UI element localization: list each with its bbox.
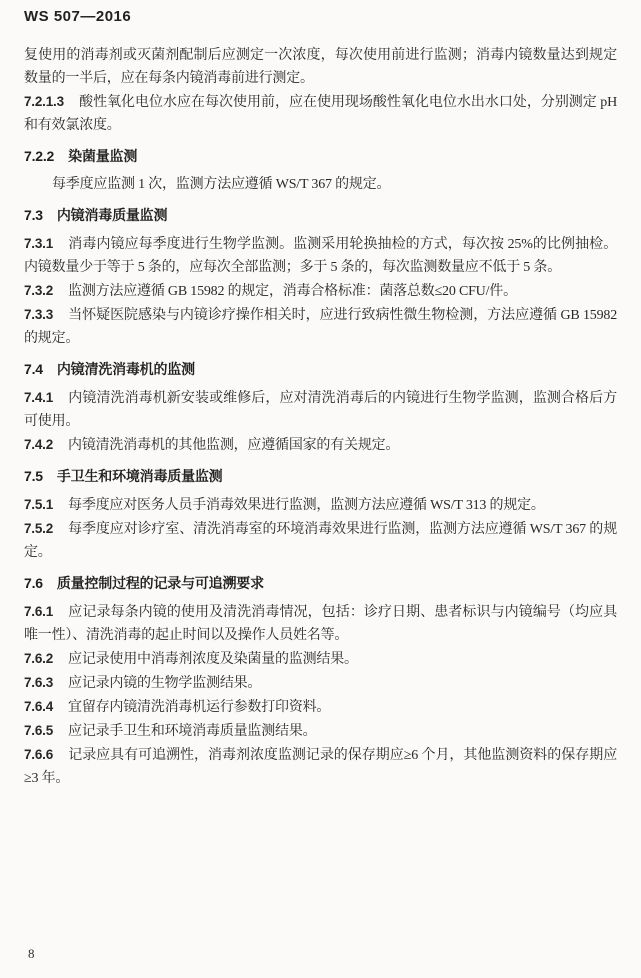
clause-number: 7.6.5	[24, 723, 54, 738]
clause-text: 监测方法应遵循 GB 15982 的规定，消毒合格标准：菌落总数≤20 CFU/件。	[68, 284, 517, 299]
clause-7-5-1	[24, 493, 617, 517]
heading-text: 质量控制过程的记录与可追溯要求	[56, 575, 264, 591]
clause-text: 当怀疑医院感染与内镜诊疗操作相关时，应进行致病性微生物检测，方法应遵循 GB 15982 的规定。	[24, 308, 617, 346]
clause-7-6-6	[24, 743, 617, 790]
clause-text: 记录应具有可追溯性，消毒剂浓度监测记录的保存期应≥6 个月，其他监测资料的保存期应≥3 年。	[24, 748, 617, 786]
clause-text: 应记录使用中消毒剂浓度及染菌量的监测结果。	[68, 652, 358, 667]
heading-number: 7.3	[24, 207, 43, 223]
clause-number: 7.4.2	[24, 437, 54, 452]
clause-text: 酸性氧化电位水应在每次使用前，应在使用现场酸性氧化电位水出水口处，分别测定 pH 和有效氯浓度。	[24, 95, 617, 133]
clause-text: 内镜清洗消毒机的其他监测，应遵循国家的有关规定。	[68, 438, 400, 453]
heading-number: 7.2.2	[24, 148, 55, 164]
clause-number: 7.3.1	[24, 236, 54, 251]
clause-text: 应记录每条内镜的使用及清洗消毒情况，包括：诊疗日期、患者标识与内镜编号（均应具唯一性）、清洗消毒的起止时间以及操作人员姓名等。	[24, 605, 617, 643]
clause-7-4-1	[24, 386, 617, 433]
paragraph-continuation	[24, 44, 617, 90]
heading-text: 手卫生和环境消毒质量监测	[56, 468, 223, 484]
clause-7-3-2	[24, 279, 617, 303]
clause-number: 7.6.3	[24, 675, 54, 690]
section-heading-7-6	[24, 572, 617, 595]
clause-number: 7.6.4	[24, 699, 54, 714]
clause-7-3-3	[24, 303, 617, 350]
heading-text: 染菌量监测	[68, 148, 138, 164]
standard-number-header: WS 507—2016	[24, 8, 132, 25]
clause-7-6-3	[24, 671, 617, 695]
clause-number: 7.5.1	[24, 497, 54, 512]
clause-7-6-5	[24, 719, 617, 743]
paragraph-indented	[24, 173, 617, 196]
clause-number: 7.3.2	[24, 283, 54, 298]
clause-text: 宜留存内镜清洗消毒机运行参数打印资料。	[68, 700, 331, 715]
clause-number: 7.4.1	[24, 390, 54, 405]
clause-text: 内镜清洗消毒机新安装或维修后，应对清洗消毒后的内镜进行生物学监测，监测合格后方可使用。	[24, 391, 617, 429]
clause-7-5-2	[24, 517, 617, 564]
heading-text: 内镜消毒质量监测	[56, 207, 168, 223]
clause-number: 7.5.2	[24, 521, 54, 536]
clause-text: 每季度应对医务人员手消毒效果进行监测，监测方法应遵循 WS/T 313 的规定。	[68, 498, 545, 513]
clause-7-6-4	[24, 695, 617, 719]
clause-7-2-1-3	[24, 90, 617, 137]
heading-number: 7.5	[24, 468, 43, 484]
section-heading-7-5	[24, 465, 617, 488]
clause-7-6-1	[24, 600, 617, 647]
section-heading-7-2-2	[24, 145, 617, 168]
clause-text: 应记录手卫生和环境消毒质量监测结果。	[68, 724, 317, 739]
section-heading-7-3	[24, 204, 617, 227]
paragraph-text: 每季度应监测 1 次，监测方法应遵循 WS/T 367 的规定。	[52, 177, 391, 192]
clause-7-3-1	[24, 232, 617, 279]
clause-text: 每季度应对诊疗室、清洗消毒室的环境消毒效果进行监测，监测方法应遵循 WS/T 367 的规定。	[24, 522, 617, 560]
paragraph-text: 复使用的消毒剂或灭菌剂配制后应测定一次浓度，每次使用前进行监测；消毒内镜数量达到规定数量的一半后，应在每条内镜消毒前进行测定。	[24, 48, 617, 86]
clause-text: 消毒内镜应每季度进行生物学监测。监测采用轮换抽检的方式，每次按 25%的比例抽检。内镜数量少于等于 5 条的，应每次全部监测；多于 5 条的，每次监测数量应不低于 5 条。	[24, 237, 617, 275]
document-content	[24, 44, 617, 790]
clause-number: 7.6.6	[24, 747, 54, 762]
clause-number: 7.3.3	[24, 307, 54, 322]
clause-number: 7.2.1.3	[24, 94, 64, 109]
heading-text: 内镜清洗消毒机的监测	[56, 361, 195, 377]
page-number: 8	[28, 946, 35, 961]
section-heading-7-4	[24, 358, 617, 381]
clause-7-6-2	[24, 647, 617, 671]
clause-number: 7.6.2	[24, 651, 54, 666]
heading-number: 7.4	[24, 361, 43, 377]
clause-7-4-2	[24, 433, 617, 457]
heading-number: 7.6	[24, 575, 43, 591]
clause-text: 应记录内镜的生物学监测结果。	[68, 676, 262, 691]
clause-number: 7.6.1	[24, 604, 54, 619]
